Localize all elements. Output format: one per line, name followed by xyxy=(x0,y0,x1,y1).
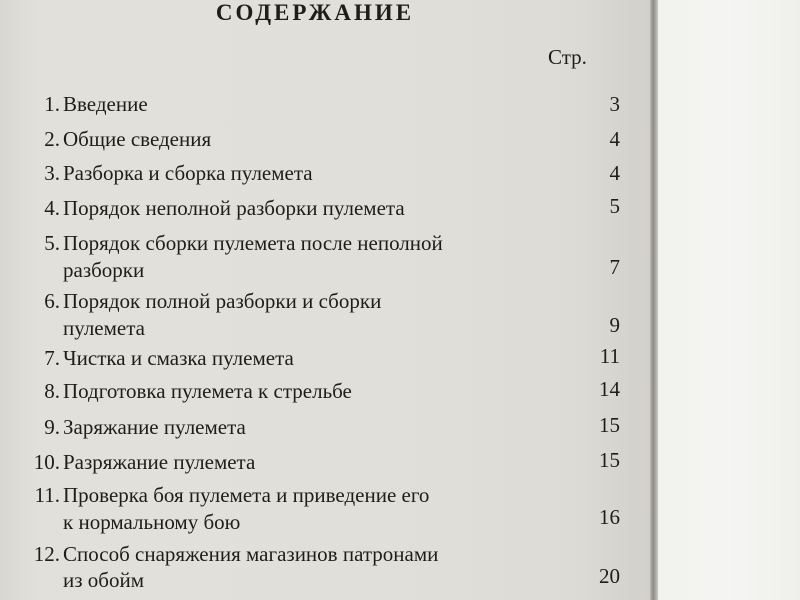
toc-item-number: 7. xyxy=(44,346,60,370)
toc-item-title: Общие сведения xyxy=(63,127,212,151)
toc-item-title: Способ снаряжения магазинов патронами xyxy=(63,542,439,566)
toc-item-page: 11 xyxy=(599,344,620,368)
toc-item-title: Введение xyxy=(63,92,148,116)
toc-item-page: 4 xyxy=(609,127,620,151)
toc-item-number: 8. xyxy=(44,379,60,403)
toc-item-page: 5 xyxy=(609,194,620,218)
toc-item-title-continued: из обойм xyxy=(63,568,144,592)
toc-item-number: 10. xyxy=(33,450,60,474)
page-title: СОДЕРЖАНИЕ xyxy=(215,0,415,25)
toc-item-title: Разборка и сборка пулемета xyxy=(63,161,313,185)
toc-item-page: 15 xyxy=(599,448,620,472)
toc-item-title: Порядок полной разборки и сборки xyxy=(63,289,382,313)
toc-item-title-continued: пулемета xyxy=(63,316,145,340)
toc-item-title-continued: разборки xyxy=(63,258,145,282)
toc-item-number: 11. xyxy=(34,483,60,507)
toc-item-page: 9 xyxy=(609,313,620,337)
toc-item-title-continued: к нормальному бою xyxy=(63,510,241,534)
toc-item-title: Порядок сборки пулемета после неполной xyxy=(63,231,443,255)
toc-item-page: 16 xyxy=(599,505,620,529)
toc-item-number: 1. xyxy=(44,92,60,116)
toc-item-number: 5. xyxy=(44,231,60,255)
toc-item-page: 3 xyxy=(609,92,620,116)
adjacent-page xyxy=(658,0,800,600)
toc-item-title: Разряжание пулемета xyxy=(63,450,256,474)
toc-item-page: 7 xyxy=(609,255,620,279)
toc-item-number: 6. xyxy=(44,289,60,313)
toc-item-number: 3. xyxy=(44,161,60,185)
toc-item-page: 20 xyxy=(599,564,620,588)
page-edge xyxy=(650,0,658,600)
toc-item-number: 4. xyxy=(44,196,60,220)
toc-item-number: 12. xyxy=(33,542,60,566)
toc-item-title: Порядок неполной разборки пулемета xyxy=(63,196,405,220)
toc-item-page: 14 xyxy=(599,377,620,401)
toc-item-title: Чистка и смазка пулемета xyxy=(63,346,294,370)
toc-item-page: 4 xyxy=(609,161,620,185)
toc-item-title: Подготовка пулемета к стрельбе xyxy=(63,379,352,403)
toc-item-page: 15 xyxy=(599,413,620,437)
toc-item-number: 2. xyxy=(44,127,60,151)
page-column-label: Стр. xyxy=(548,45,587,69)
toc-item-title: Проверка боя пулемета и приведение его xyxy=(63,483,430,507)
toc-item-number: 9. xyxy=(44,415,60,439)
toc-item-title: Заряжание пулемета xyxy=(63,415,246,439)
